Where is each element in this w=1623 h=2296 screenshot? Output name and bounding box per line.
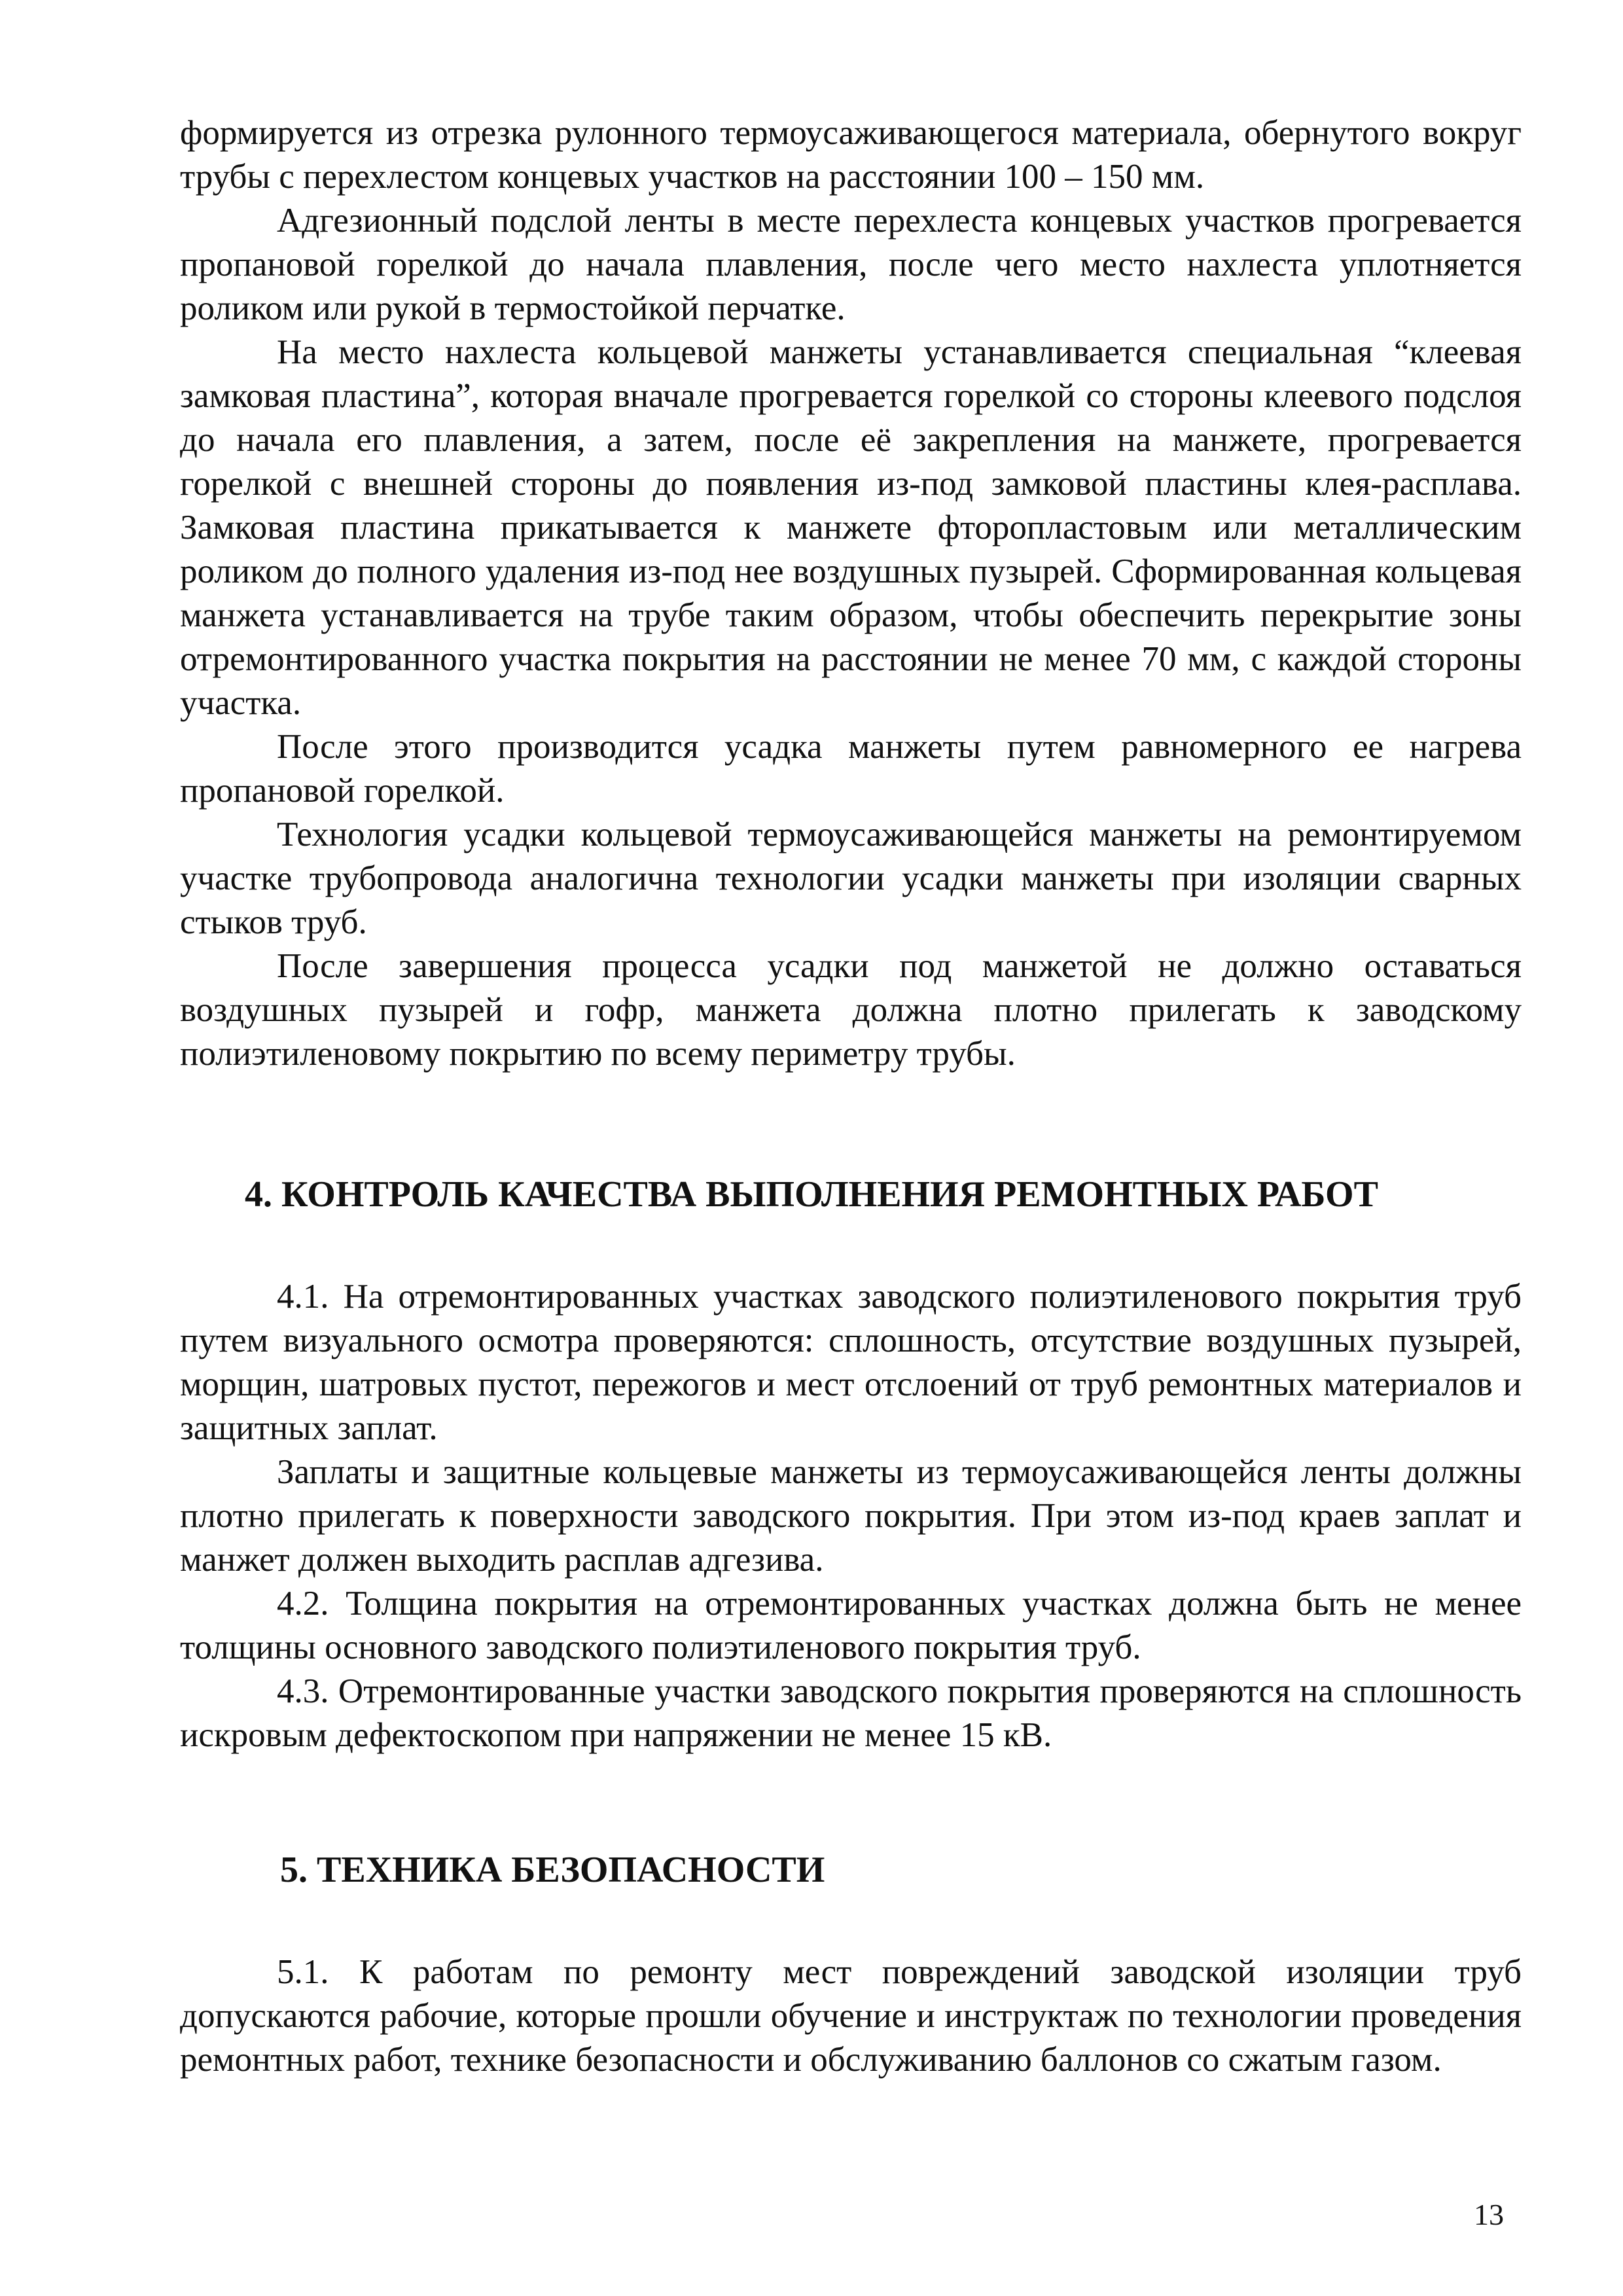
top-text-block xyxy=(180,111,1522,1076)
paragraph: 4.2. Толщина покрытия на отремонтированных участках должна быть не менее толщины основного заводского полиэтиленового покрытия труб. xyxy=(180,1585,1522,1666)
page-number: 13 xyxy=(1474,2198,1504,2231)
paragraph: формируется из отрезка рулонного термоусаживающегося материала, обернутого вокруг трубы с перехлестом концевых участков на расстоянии 100 – 150 мм. xyxy=(180,114,1522,196)
section-5-body xyxy=(180,1950,1522,2082)
paragraph: После этого производится усадка манжеты путем равномерного ее нагрева пропановой горелкой. xyxy=(180,728,1522,810)
paragraph: 4.3. Отремонтированные участки заводского покрытия проверяются на сплошность искровым дефектоскопом при напряжении не менее 15 кВ. xyxy=(180,1672,1522,1754)
paragraph: После завершения процесса усадки под манжетой не должно оставаться воздушных пузырей и гофр, манжета должна плотно прилегать к заводскому полиэтиленовому покрытию по всему периметру трубы. xyxy=(180,947,1522,1073)
section-4-body xyxy=(180,1275,1522,1757)
paragraph: На место нахлеста кольцевой манжеты устанавливается специальная “клеевая замковая пластина”, которая вначале прогревается горелкой со стороны клеевого подслоя до начала его плавления, а затем, после её закрепления на манжете, прогревается горелкой с внешней стороны до появления из-под замковой пластины клея-расплава. Замковая пластина прикатывается к манжете фторопластовым или металлическим роликом до полного удаления из-под нее воздушных пузырей. Сформированная кольцевая манжета устанавливается на трубе таким образом, чтобы обеспечить перекрытие зоны отремонтированного участка покрытия на расстоянии не менее 70 мм, с каждой стороны участка. xyxy=(180,333,1522,722)
paragraph: 4.1. На отремонтированных участках заводского полиэтиленового покрытия труб путем визуального осмотра проверяются: сплошность, отсутствие воздушных пузырей, морщин, шатровых пустот, пережогов и мест отслоений от труб ремонтных материалов и защитных заплат. xyxy=(180,1278,1522,1447)
section-5-heading: 5. ТЕХНИКА БЕЗОПАСНОСТИ xyxy=(280,1850,825,1890)
paragraph: Адгезионный подслой ленты в месте перехлеста концевых участков прогревается пропановой горелкой до начала плавления, после чего место нахлеста уплотняется роликом или рукой в термостойкой перчатке. xyxy=(180,202,1522,327)
section-4-heading: 4. КОНТРОЛЬ КАЧЕСТВА ВЫПОЛНЕНИЯ РЕМОНТНЫХ РАБОТ xyxy=(245,1174,1378,1215)
paragraph: 5.1. К работам по ремонту мест повреждений заводской изоляции труб допускаются рабочие, которые прошли обучение и инструктаж по технологии проведения ремонтных работ, технике безопасности и обслуживанию баллонов со сжатым газом. xyxy=(180,1953,1522,2079)
paragraph: Технология усадки кольцевой термоусаживающейся манжеты на ремонтируемом участке трубопровода аналогична технологии усадки манжеты при изоляции сварных стыков труб. xyxy=(180,816,1522,941)
paragraph: Заплаты и защитные кольцевые манжеты из термоусаживающейся ленты должны плотно прилегать к поверхности заводского покрытия. При этом из-под краев заплат и манжет должен выходить расплав адгезива. xyxy=(180,1453,1522,1579)
